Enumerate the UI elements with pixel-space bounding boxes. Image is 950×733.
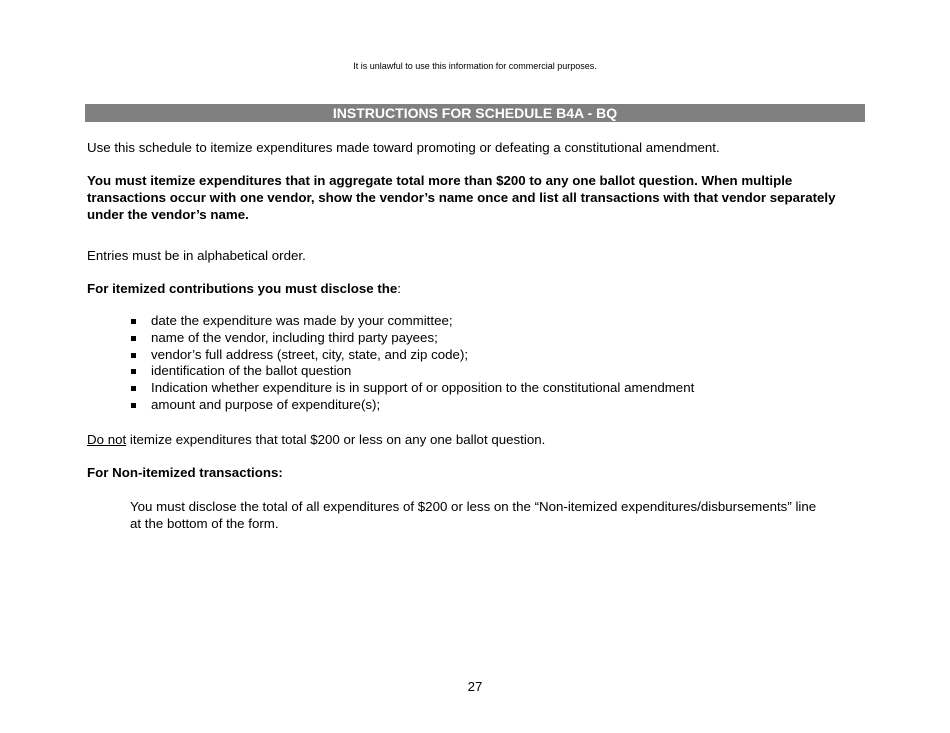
list-item [130, 347, 830, 364]
intro-paragraph: Use this schedule to itemize expenditures made toward promoting or defeating a constitutional amendment. [87, 140, 720, 155]
disclose-heading-text: For itemized contributions you must disclose the [87, 281, 398, 296]
page-number: 27 [467, 679, 483, 694]
list-item [130, 313, 830, 330]
non-itemized-instructions: You must disclose the total of all expenditures of $200 or less on the “Non-itemized expenditures/disbursements” line at the bottom of the form. [130, 499, 817, 531]
list-item-text: amount and purpose of expenditure(s); [151, 396, 381, 412]
alphabetical-order-note: Entries must be in alphabetical order. [87, 248, 306, 263]
disclosure-list [130, 313, 830, 414]
section-title-banner: INSTRUCTIONS FOR SCHEDULE B4A - BQ [85, 104, 865, 122]
list-item [130, 397, 830, 414]
list-item-text: vendor’s full address (street, city, state, and zip code); [151, 346, 469, 362]
list-item-text: identification of the ballot question [151, 363, 352, 379]
square-bullet-icon [131, 336, 136, 341]
disclose-heading [87, 280, 857, 297]
do-not-rest-text: itemize expenditures that total $200 or less on any one ballot question. [126, 432, 546, 447]
square-bullet-icon [131, 403, 136, 408]
list-item-text: name of the vendor, including third party payees; [151, 329, 438, 345]
non-itemized-heading: For Non-itemized transactions: [87, 465, 283, 480]
list-item [130, 330, 830, 347]
square-bullet-icon [131, 319, 136, 324]
list-item-text: Indication whether expenditure is in support of or opposition to the constitutional amendment [151, 380, 695, 396]
list-item-text: date the expenditure was made by your committee; [151, 313, 453, 328]
commercial-use-notice: It is unlawful to use this information for commercial purposes. [353, 61, 597, 71]
square-bullet-icon [131, 369, 136, 374]
do-not-emphasis: Do not [87, 432, 127, 447]
disclose-heading-colon: : [397, 281, 401, 296]
list-item [130, 380, 830, 397]
itemize-requirement-paragraph: You must itemize expenditures that in aggregate total more than $200 to any one ballot question. When multiple transactions occur with one vendor, show the vendor’s name once and list all transactions with that vendor separately under the vendor’s name. [87, 173, 836, 222]
list-item [130, 363, 830, 380]
square-bullet-icon [131, 353, 136, 358]
do-not-itemize-note [87, 431, 857, 448]
square-bullet-icon [131, 386, 136, 391]
